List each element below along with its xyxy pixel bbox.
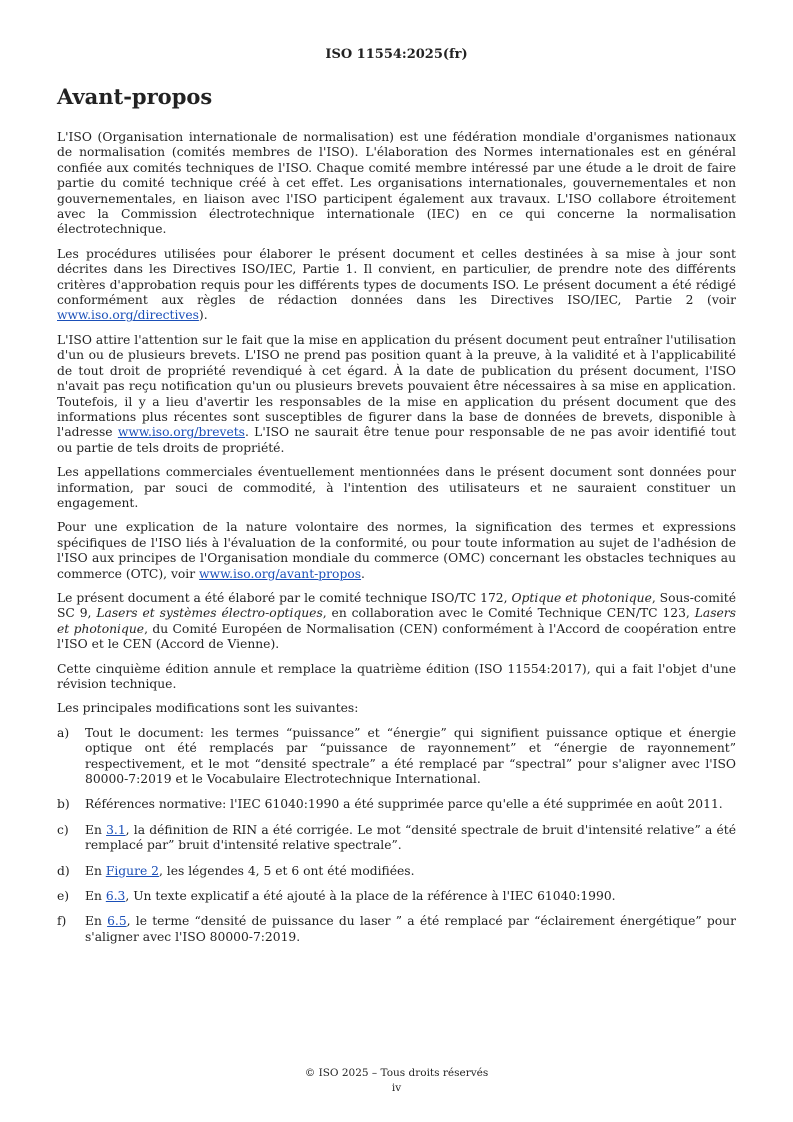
list-item: d) En Figure 2, les légendes 4, 5 et 6 ont été modifiées. <box>57 863 415 878</box>
link-clause-6-3[interactable]: 6.3 <box>105 889 126 904</box>
foreword-body <box>57 130 736 955</box>
link-figure-2[interactable]: Figure 2 <box>105 863 159 878</box>
list-item: c) En 3.1, la définition de RIN a été corrigée. Le mot “densité spectrale de bruit d'intensité relative” a été remplacé par” bruit d'intensité relative spectrale”. <box>57 822 736 853</box>
list-marker: b) <box>57 797 70 812</box>
list-item: f) En 6.5, le terme “densité de puissance du laser ” a été remplacé par “éclairement énergétique” pour s'aligner avec l'ISO 80000-7:2019. <box>57 914 736 944</box>
paragraph-edition: Cette cinquième édition annule et remplace la quatrième édition (ISO 11554:2017), qui a fait l'objet d'une révision technique. <box>57 661 736 691</box>
paragraph-trade-names: Les appellations commerciales éventuellement mentionnées dans le présent document sont données pour information, par souci de commodité, à l'intention des utilisateurs et ne sauraient constituer un engagement. <box>57 465 736 510</box>
link-clause-6-5[interactable]: 6.5 <box>107 914 127 929</box>
list-marker: e) <box>57 889 70 904</box>
page-number: iv <box>391 1082 402 1094</box>
paragraph-voluntary-nature: Pour une explication de la nature volontaire des normes, la signification des termes et expressions spécifiques de l'ISO liés à l'évaluation de la conformité, ou pour toute information au sujet de l'adhésion de l'ISO aux principes de l'Organisation mondiale du commerce (OMC) concernant les obstacles techniques au commerce (OTC), voir www.iso.org/avant-propos. <box>57 520 736 581</box>
modifications-list <box>57 726 736 945</box>
link-patents[interactable]: www.iso.org/brevets <box>117 425 245 440</box>
copyright-notice: © ISO 2025 – Tous droits réservés <box>304 1067 489 1079</box>
document-id-header: ISO 11554:2025(fr) <box>325 47 468 62</box>
list-item: e) En 6.3, Un texte explicatif a été ajouté à la place de la référence à l'IEC 61040:1990. <box>57 889 616 904</box>
list-marker: a) <box>57 725 70 740</box>
paragraph-procedures: Les procédures utilisées pour élaborer le présent document et celles destinées à sa mise à jour sont décrites dans les Directives ISO/IEC, Partie 1. Il convient, en particulier, de prendre note des différents critères d'approbation requis pour les différents types de documents ISO. Le présent document a été rédigé conformément aux règles de rédaction données dans les Directives ISO/IEC, Partie 2 (voir www.iso.org/directives). <box>57 246 736 323</box>
list-item: a) Tout le document: les termes “puissance” et “énergie” qui signifient puissance optique et énergie optique ont été remplacés par “puissance de rayonnement” et “énergie de rayonnement” respectivement, et le mot “densité spectrale” a été remplacé par “spectral” pour s'aligner avec l'ISO 80000-7:2019 et le Vocabulaire Electrotechnique International. <box>57 725 736 787</box>
link-clause-3-1[interactable]: 3.1 <box>106 822 126 837</box>
link-foreword[interactable]: www.iso.org/avant-propos <box>199 566 362 581</box>
list-marker: d) <box>57 863 70 878</box>
section-title: Avant-propos <box>57 84 213 109</box>
paragraph-modifications-intro: Les principales modifications sont les suivantes: <box>57 701 359 716</box>
paragraph-committee: Le présent document a été élaboré par le comité technique ISO/TC 172, Optique et photonique, Sous-comité SC 9, Lasers et systèmes électro-optiques, en collaboration avec le Comité Technique CEN/TC 123, Lasers et photonique, du Comité Européen de Normalisation (CEN) conformément à l'Accord de coopération entre l'ISO et le CEN (Accord de Vienne). <box>57 590 736 652</box>
page-footer <box>0 1066 793 1096</box>
list-marker: c) <box>57 822 69 837</box>
paragraph-patents: L'ISO attire l'attention sur le fait que la mise en application du présent document peut entraîner l'utilisation d'un ou de plusieurs brevets. L'ISO ne prend pas position quant à la preuve, à la validité et à l'applicabilité de tout droit de propriété revendiqué à cet égard. À la date de publication du présent document, l'ISO n'avait pas reçu notification qu'un ou plusieurs brevets pouvaient être nécessaires à sa mise en application. Toutefois, il y a lieu d'avertir les responsables de la mise en application du présent document que des informations plus récentes sont susceptibles de figurer dans la base de données de brevets, disponible à l'adresse www.iso.org/brevets. L'ISO ne saurait être tenue pour responsable de ne pas avoir identifié tout ou partie de tels droits de propriété. <box>57 332 736 455</box>
list-item: b) Références normative: l'IEC 61040:1990 a été supprimée parce qu'elle a été supprimée en août 2011. <box>57 797 723 812</box>
list-marker: f) <box>57 914 67 929</box>
paragraph-iso-intro: L'ISO (Organisation internationale de normalisation) est une fédération mondiale d'organismes nationaux de normalisation (comités membres de l'ISO). L'élaboration des Normes internationales est en général confiée aux comités techniques de l'ISO. Chaque comité membre intéressé par une étude a le droit de faire partie du comité technique créé à cet effet. Les organisations internationales, gouvernementales et non gouvernementales, en liaison avec l'ISO participent également aux travaux. L'ISO collabore étroitement avec la Commission électrotechnique internationale (IEC) en ce qui concerne la normalisation électrotechnique. <box>57 130 736 237</box>
link-directives[interactable]: www.iso.org/directives <box>57 308 199 323</box>
